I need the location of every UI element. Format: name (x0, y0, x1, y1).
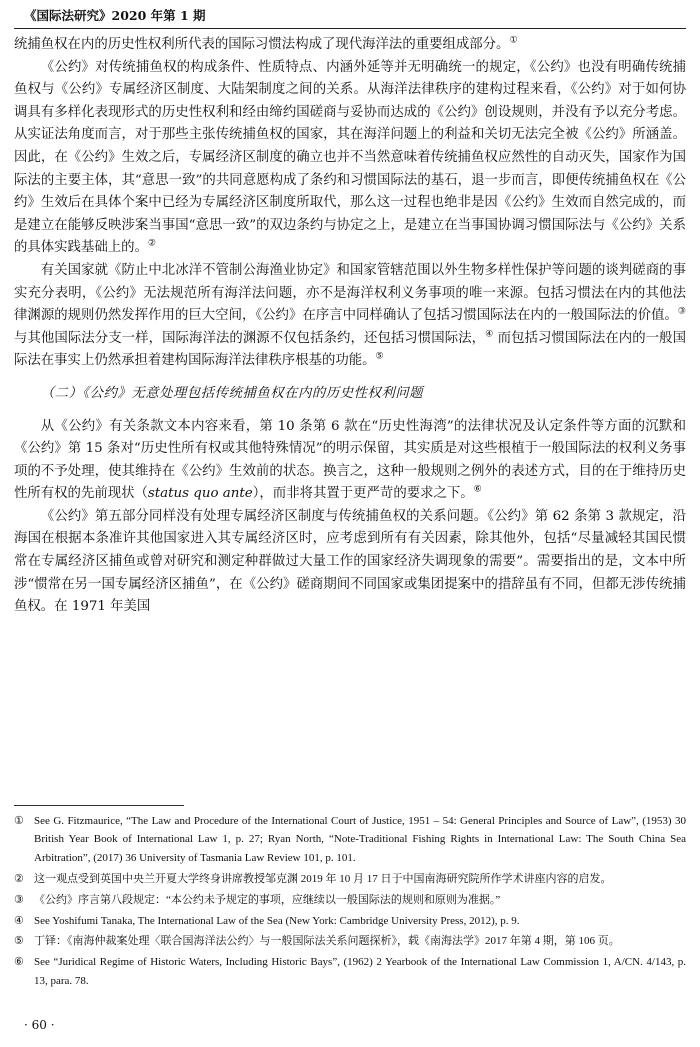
footnote-ref-2[interactable]: ② (147, 238, 156, 249)
paragraph-1: 《公约》对传统捕鱼权的构成条件、性质特点、内涵外延等并无明确统一的规定，《公约》也没有明确传统捕鱼权与《公约》专属经济区制度、大陆架制度之间的关系。从海洋法律秩序的建构过程来看，《公约》对于如何协调具有多样化表现形式的历史性权利和经由缔约国磋商与妥协而达成的《公约》创设规则，并没有予以充分考虑。从实证法角度而言，对于那些主张传统捕鱼权的国家，其在海洋问题上的利益和关切无法完全被《公约》所涵盖。因此，在《公约》生效之后，专属经济区制度的确立也并不当然意味着传统捕鱼权应然性的自动灭失，国家作为国际法的主要主体，其“意思一致”的共同意愿构成了条约和习惯国际法的基石，退一步而言，即便传统捕鱼权在《公约》生效后在具体个案中已经为专属经济区制度所取代，那么这一过程也绝非是因《公约》生效而自然完成的，而是建立在能够反映涉案当事国“意思一致”的双边条约与协定之上，是建立在当事国协调习惯国际法与《公约》关系的具体实践基础上的。② (14, 59, 686, 256)
latin-term: status quo ante (147, 486, 253, 502)
footnote-2: ② 这一观点受到英国中央兰开夏大学终身讲席教授邹克渊 2019 年 10 月 17 日于中国南海研究院所作学术讲座内容的启发。 (14, 872, 612, 885)
footnote-ref-6[interactable]: ⑥ (473, 484, 482, 495)
footnote-rule (14, 805, 184, 806)
footnote-ref-1[interactable]: ① (509, 35, 518, 46)
footnote-ref-4[interactable]: ④ (485, 329, 494, 340)
footnote-4: ④ See Yoshifumi Tanaka, The International Law of the Sea (New York: Cambridge University Press, 2012), p. 9. (14, 914, 520, 927)
footnote-1: ① See G. Fitzmaurice, “The Law and Procedure of the International Court of Justice, 1951 – 54: General Principles and Source of Law”, (1953) 30 British Year Book of International Law 1, p. 27; Ryan North, “Note-Traditional Fishing Rights in International Law: The South China Sea Arbitration”, (2017) 36 University of Tasmania Law Review 101, p. 101. (14, 815, 686, 864)
footnote-5: ⑤ 丁铎：《南海仲裁案处理〈联合国海洋法公约〉与一般国际法关系问题探析》，载《南海法学》2017 年第 4 期，第 106 页。 (14, 935, 620, 948)
footnote-ref-5[interactable]: ⑤ (375, 351, 384, 362)
paragraph-3: 从《公约》有关条款文本内容来看，第 10 条第 6 款在“历史性海湾”的法律状况及认定条件等方面的沉默和《公约》第 15 条对“历史性所有权或其他特殊情况”的明示保留，其实质是对这些根植于一般国际法的权利义务事项的不予处理，使其维持在《公约》生效前的状态。换言之，这种一般规则之例外的表述方式，目的在于维持历史性所有权的先前现状（status quo ante），而非将其置于更严苛的要求之下。⑥ (14, 418, 686, 502)
footnotes (14, 812, 686, 993)
section-heading: （二）《公约》无意处理包括传统捕鱼权在内的历史性权利问题 (40, 385, 424, 401)
header-rule (14, 28, 686, 29)
paragraph-continuation: 统捕鱼权在内的历史性权利所代表的国际习惯法构成了现代海洋法的重要组成部分。① (14, 35, 518, 52)
main-text (14, 34, 686, 619)
footnote-ref-3[interactable]: ③ (677, 306, 686, 317)
footnote-6: ⑥ See “Juridical Regime of Historic Waters, Including Historic Bays”, (1962) 2 Yearbook of the International Law Commission 1, A/CN. 4/143, p. 13, para. 78. (14, 956, 686, 987)
paragraph-2: 有关国家就《防止中北冰洋不管制公海渔业协定》和国家管辖范围以外生物多样性保护等问题的谈判磋商的事实充分表明，《公约》无法规范所有海洋法问题，亦不是海洋权利义务事项的唯一来源。包括习惯法在内的其他法律渊源的规则仍然发挥作用的巨大空间，《公约》在序言中同样确认了包括习惯国际法在内的一般国际法的价值。③ 与其他国际法分支一样，国际海洋法的渊源不仅包括条约，还包括习惯国际法，④ 而包括习惯国际法在内的一般国际法在事实上仍然承担着建构国际海洋法律秩序根基的功能。⑤ (14, 262, 686, 369)
footnote-3: ③ 《公约》序言第八段规定：“本公约未予规定的事项，应继续以一般国际法的规则和原则为准据。” (14, 893, 501, 906)
paragraph-4: 《公约》第五部分同样没有处理专属经济区制度与传统捕鱼权的关系问题。《公约》第 62 条第 3 款规定，沿海国在根据本条准许其他国家进入其专属经济区时，应考虑到所有有关因素，除其他外，包括“尽量减轻其国民惯常在专属经济区捕鱼或曾对研究和测定种群做过大量工作的国家经济失调现象的需要”。需要指出的是，文本中所涉“惯常在另一国专属经济区捕鱼”，在《公约》磋商期间不同国家或集团提案中的措辞虽有不同，但都无涉传统捕鱼权。在 1971 年美国 (14, 508, 686, 615)
running-header: 《国际法研究》2020 年第 1 期 (24, 8, 206, 23)
page-number: · 60 · (24, 1018, 55, 1032)
